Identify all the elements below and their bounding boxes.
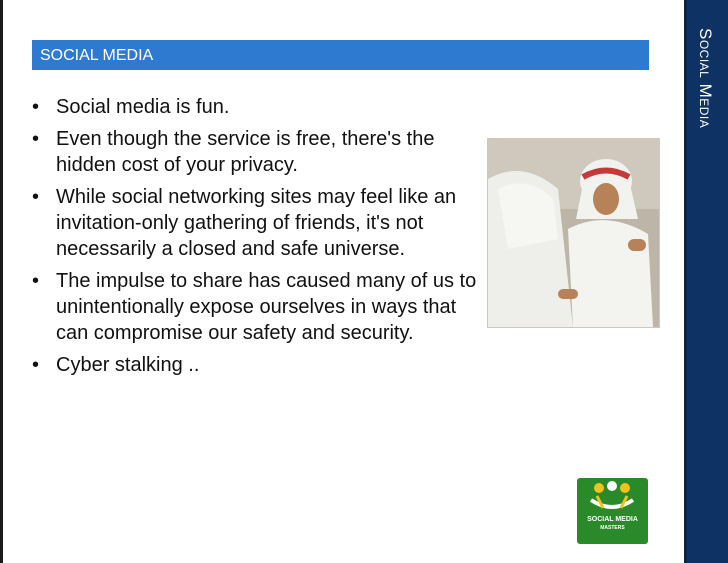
bullet-text: The impulse to share has caused many of us to unintentionally expose ourselves in ways that can compromise our safety and security. (56, 270, 477, 344)
bullet-item (30, 126, 478, 178)
social-media-masters-logo (577, 478, 648, 544)
photo-two-men-talking (487, 138, 660, 328)
bullet-item (30, 352, 478, 378)
bullet-item (30, 184, 478, 262)
bullet-icon: • (32, 186, 40, 208)
logo-text (577, 516, 648, 532)
bullet-list (30, 94, 478, 384)
header-bar (32, 40, 649, 70)
bullet-icon: • (32, 270, 40, 292)
bullet-text: Even though the service is free, there's the hidden cost of your privacy. (56, 128, 435, 176)
logo-figures-icon (577, 478, 648, 518)
bullet-text: Cyber stalking .. (56, 354, 200, 376)
logo-line-2: MASTERS (600, 525, 625, 531)
logo-line-1: SOCIAL MEDIA (587, 516, 638, 523)
photo-illustration (488, 139, 659, 327)
bullet-icon: • (32, 128, 40, 150)
slide-title: SOCIAL MEDIA (40, 47, 154, 64)
bullet-text: Social media is fun. (56, 96, 230, 118)
bullet-item (30, 94, 478, 120)
bullet-icon: • (32, 354, 40, 376)
side-title: Social Media (696, 28, 715, 129)
bullet-item (30, 268, 478, 346)
left-border (0, 0, 3, 563)
side-title-band (684, 0, 728, 563)
bullet-text: While social networking sites may feel like an invitation-only gathering of friends, it's not necessarily a closed and safe universe. (56, 186, 457, 260)
bullet-icon: • (32, 96, 40, 118)
